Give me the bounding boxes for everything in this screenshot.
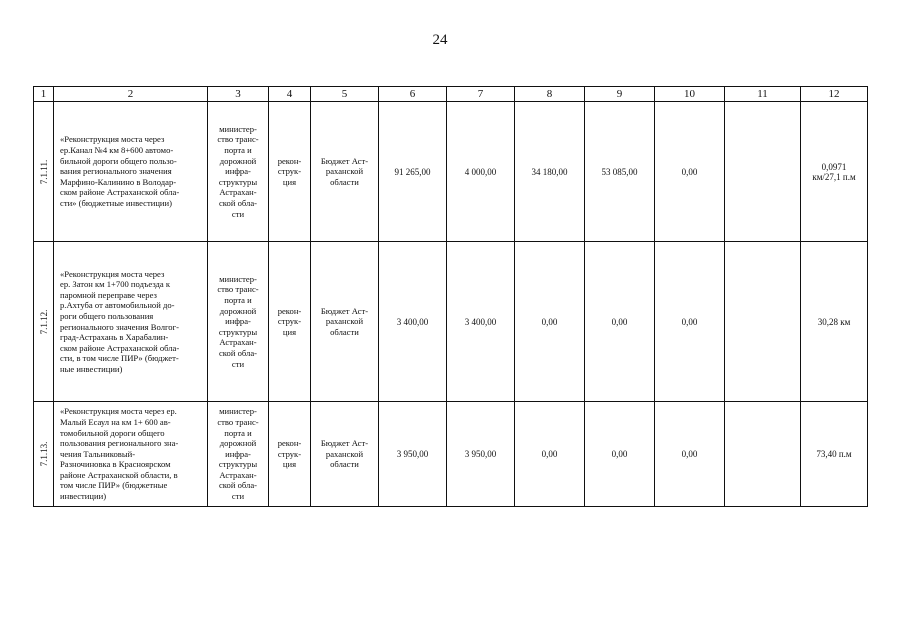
cell-col12: 0,0971 км/27,1 п.м (801, 102, 868, 242)
cell-col6: 91 265,00 (379, 102, 447, 242)
executor: министер- ство транс- порта и дорожной инфра- структуры Астрахан- ской обла- сти (208, 102, 269, 242)
project-name: «Реконструкция моста через ер.Канал №4 км 8+600 автомо- бильной дороги общего пользо- вания регионального значения Марфино-Калинино в Володар- ском районе Астраханской обла- сти» (бюджетные инвестиции) (54, 102, 208, 242)
cell-col12: 73,40 п.м (801, 402, 868, 507)
work-type: рекон- струк- ция (269, 242, 311, 402)
project-name: «Реконструкция моста через ер. Малый Есаул на км 1+ 600 ав- томобильной дороги общего пользования регионального зна- чения Тальниковый- Разночиновка в Красноярском районе Астраханской области, в том числе ПИР» (бюджетные инвестиции) (54, 402, 208, 507)
cell-col11 (725, 242, 801, 402)
col-header: 4 (269, 87, 311, 102)
cell-col7: 3 400,00 (447, 242, 515, 402)
cell-col10: 0,00 (655, 402, 725, 507)
cell-col10: 0,00 (655, 242, 725, 402)
table-row (34, 402, 868, 507)
cell-col10: 0,00 (655, 102, 725, 242)
executor: министер- ство транс- порта и дорожной инфра- структуры Астрахан- ской обла- сти (208, 402, 269, 507)
page-number: 24 (432, 32, 448, 48)
cell-col9: 53 085,00 (585, 102, 655, 242)
col-header: 5 (311, 87, 379, 102)
col-header: 3 (208, 87, 269, 102)
cell-col8: 34 180,00 (515, 102, 585, 242)
cell-col7: 4 000,00 (447, 102, 515, 242)
col-header: 10 (655, 87, 725, 102)
row-id: 7.1.11. (34, 102, 54, 242)
work-type: рекон- струк- ция (269, 102, 311, 242)
cell-col6: 3 950,00 (379, 402, 447, 507)
cell-col11 (725, 102, 801, 242)
col-header: 2 (54, 87, 208, 102)
work-type: рекон- струк- ция (269, 402, 311, 507)
table-row (34, 102, 868, 242)
cell-col7: 3 950,00 (447, 402, 515, 507)
col-header: 1 (34, 87, 54, 102)
col-header: 7 (447, 87, 515, 102)
row-id: 7.1.13. (34, 402, 54, 507)
cell-col9: 0,00 (585, 242, 655, 402)
funding-source: Бюджет Аст- раханской области (311, 102, 379, 242)
cell-col8: 0,00 (515, 402, 585, 507)
col-header: 9 (585, 87, 655, 102)
cell-col6: 3 400,00 (379, 242, 447, 402)
project-name: «Реконструкция моста через ер. Затон км 1+700 подъезда к паромной переправе через р.Ахтуба от автомобильной до- роги общего пользования регионального значения Волгог- град-Астрахань в Харабалин- ском районе Астраханской обла- сти, в том числе ПИР» (бюджет- ные инвестиции) (54, 242, 208, 402)
cell-col12: 30,28 км (801, 242, 868, 402)
executor: министер- ство транс- порта и дорожной инфра- структуры Астрахан- ской обла- сти (208, 242, 269, 402)
funding-source: Бюджет Аст- раханской области (311, 242, 379, 402)
header-row (34, 87, 868, 102)
cell-col8: 0,00 (515, 242, 585, 402)
cell-col11 (725, 402, 801, 507)
funding-source: Бюджет Аст- раханской области (311, 402, 379, 507)
col-header: 11 (725, 87, 801, 102)
table-row (34, 242, 868, 402)
col-header: 12 (801, 87, 868, 102)
col-header: 6 (379, 87, 447, 102)
col-header: 8 (515, 87, 585, 102)
row-id: 7.1.12. (34, 242, 54, 402)
cell-col9: 0,00 (585, 402, 655, 507)
investment-table (33, 86, 868, 507)
